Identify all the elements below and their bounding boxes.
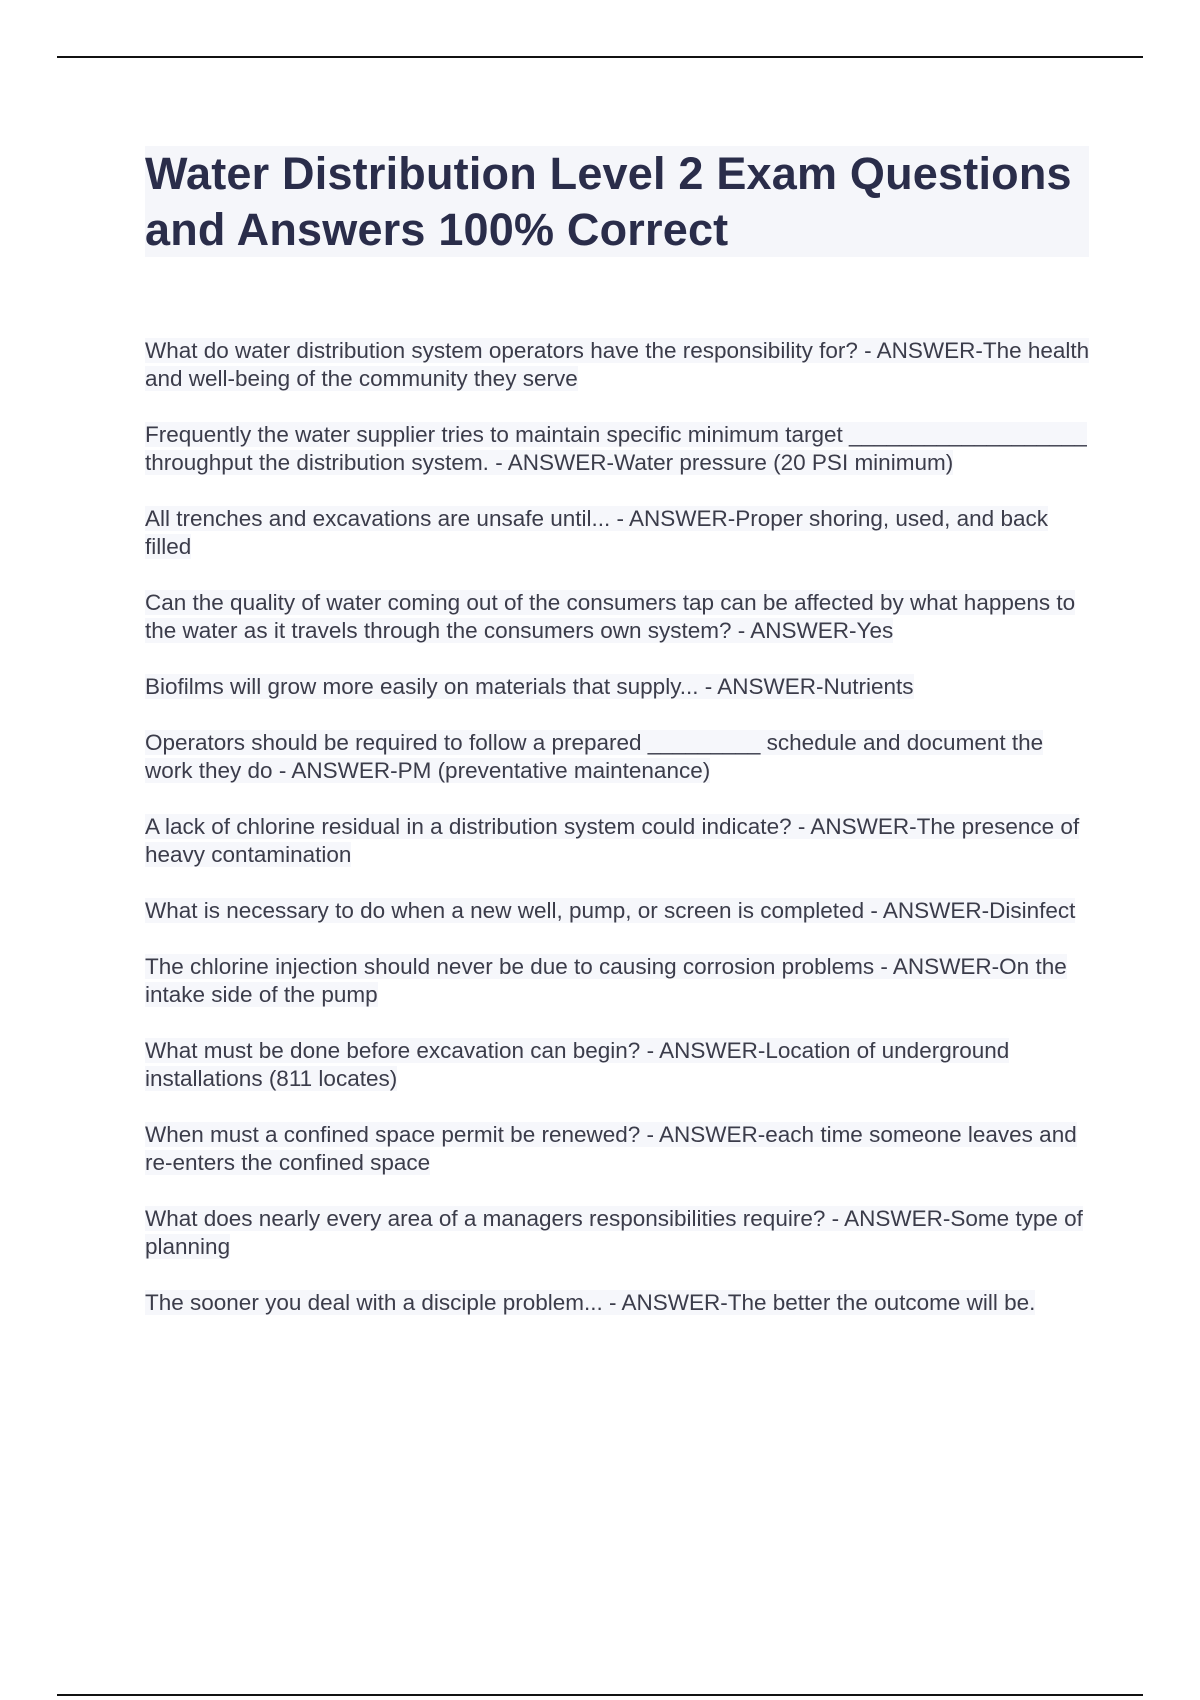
qa-text: Can the quality of water coming out of the consumers tap can be affected by what happens to the water as it travels through the consumers own system? - ANSWER-Yes	[145, 590, 1076, 643]
qa-item	[145, 505, 1090, 561]
top-rule	[57, 56, 1143, 58]
qa-list	[145, 337, 1090, 1345]
qa-item	[145, 953, 1090, 1009]
qa-item	[145, 1289, 1090, 1317]
qa-item	[145, 729, 1090, 785]
qa-text: What must be done before excavation can begin? - ANSWER-Location of underground installations (811 locates)	[145, 1038, 1010, 1091]
bottom-rule	[57, 1694, 1143, 1696]
qa-item	[145, 337, 1090, 393]
qa-item	[145, 421, 1090, 477]
qa-text: What is necessary to do when a new well, pump, or screen is completed - ANSWER-Disinfect	[145, 898, 1076, 923]
qa-item	[145, 1121, 1090, 1177]
qa-item	[145, 897, 1090, 925]
qa-item	[145, 673, 1090, 701]
qa-item	[145, 1037, 1090, 1093]
qa-text: The chlorine injection should never be due to causing corrosion problems - ANSWER-On the intake side of the pump	[145, 954, 1067, 1007]
title-block	[145, 146, 1089, 257]
qa-item	[145, 589, 1090, 645]
qa-text: All trenches and excavations are unsafe until... - ANSWER-Proper shoring, used, and back filled	[145, 506, 1048, 559]
qa-text: Operators should be required to follow a prepared _________ schedule and document the work they do - ANSWER-PM (preventative maintenance)	[145, 730, 1044, 783]
qa-item	[145, 1205, 1090, 1261]
document-title: Water Distribution Level 2 Exam Questions and Answers 100% Correct	[145, 148, 1072, 255]
qa-text: Biofilms will grow more easily on materials that supply... - ANSWER-Nutrients	[145, 674, 914, 699]
qa-text: When must a confined space permit be renewed? - ANSWER-each time someone leaves and re-enters the confined space	[145, 1122, 1077, 1175]
qa-text: What does nearly every area of a managers responsibilities require? - ANSWER-Some type of planning	[145, 1206, 1083, 1259]
qa-text: What do water distribution system operators have the responsibility for? - ANSWER-The health and well-being of the community they serve	[145, 338, 1090, 391]
qa-text: Frequently the water supplier tries to maintain specific minimum target ___________________ throughput the distribution system. - ANSWER-Water pressure (20 PSI minimum)	[145, 422, 1087, 475]
qa-text: The sooner you deal with a disciple problem... - ANSWER-The better the outcome will be.	[145, 1290, 1036, 1315]
qa-text: A lack of chlorine residual in a distribution system could indicate? - ANSWER-The presence of heavy contamination	[145, 814, 1080, 867]
qa-item	[145, 813, 1090, 869]
